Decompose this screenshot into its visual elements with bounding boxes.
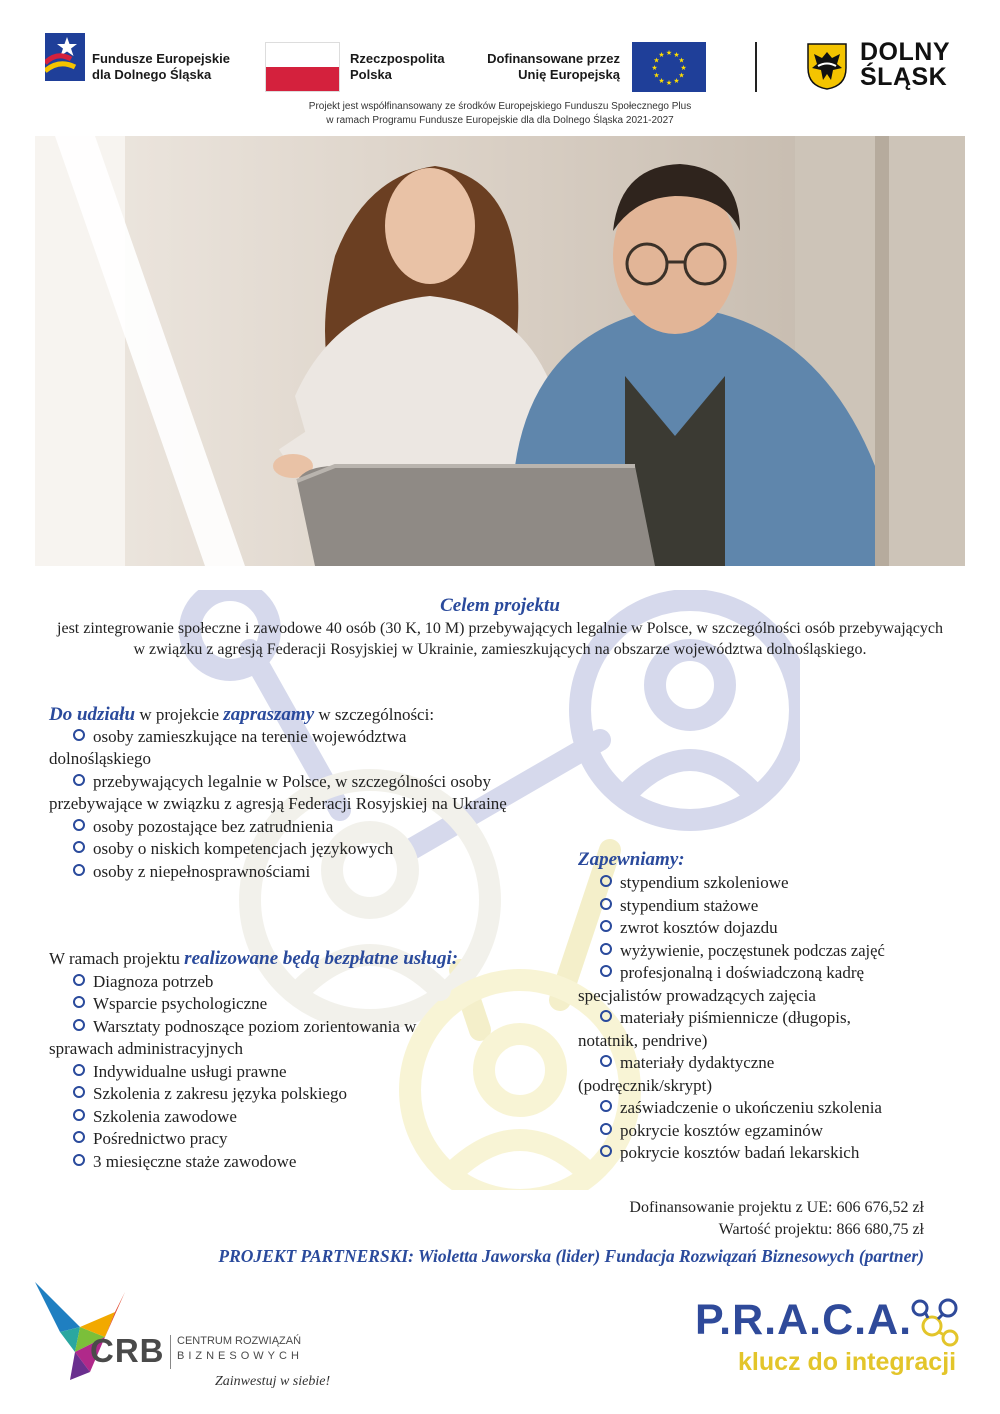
service-item-0: Diagnoza potrzeb (49, 971, 569, 994)
goal-text: jest zintegrowanie społeczne i zawodowe 40 osób (30 K, 10 M) przebywających legalnie w Polsce, w szczególności osób przebywających w związku z agresją Federacji Rosyjskiej w Ukrainie, zamieszkujących na obszarze województwa dolnośląskiego. (57, 620, 943, 658)
fe-line2: dla Dolnego Śląska (92, 67, 212, 82)
invite-item-2: osoby pozostające bez zatrudnienia (49, 816, 509, 839)
bullet-icon (600, 1010, 612, 1022)
svg-text:★: ★ (680, 64, 687, 72)
svg-text:★: ★ (665, 79, 673, 87)
goal-title: Celem projektu (440, 595, 560, 616)
header-divider (755, 42, 757, 92)
service-item-7: 3 miesięczne staże zawodowe (49, 1151, 569, 1174)
svg-text:★: ★ (658, 77, 665, 85)
invite-item-3: osoby o niskich kompetencjach językowych (49, 838, 509, 861)
service-item-3: Indywidualne usługi prawne (49, 1061, 569, 1084)
eu-line2: Unię Europejską (518, 67, 620, 82)
crb-abbr: CRB (90, 1332, 165, 1369)
eu-stars-icon (632, 42, 706, 92)
provide-item-9: pokrycie kosztów badań lekarskich (578, 1142, 973, 1165)
provide-title: Zapewniamy: (578, 849, 685, 870)
cofund-line1: Projekt jest współfinansowany ze środków Europejskiego Funduszu Społecznego Plus (308, 101, 692, 112)
rp-line2: Polska (350, 67, 392, 82)
fe-line1: Fundusze Europejskie (92, 51, 230, 66)
provide-item-3: wyżywienie, poczęstunek podczas zajęć (578, 940, 973, 963)
bullet-icon (600, 1145, 612, 1157)
bullet-icon (73, 1064, 85, 1076)
ds-line2: ŚLĄSK (860, 63, 948, 91)
invite-item-1: przebywających legalnie w Polsce, w szczególności osoby przebywające w związku z agresją Federacji Rosyjskiej na Ukrainę (49, 771, 507, 813)
partner-line: PROJEKT PARTNERSKI: Wioletta Jaworska (lider) Fundacja Rozwiązań Biznesowych (partner) (218, 1246, 924, 1266)
bullet-icon (73, 774, 85, 786)
svg-text:★: ★ (653, 56, 660, 65)
invite-lead (49, 704, 509, 727)
eagle-crest-icon (806, 42, 848, 90)
invite-mid: w projekcie (135, 705, 224, 724)
ds-line1: DOLNY (860, 38, 950, 66)
services-lead-text: W ramach projektu (49, 949, 185, 968)
service-item-6: Pośrednictwo pracy (49, 1128, 569, 1151)
svg-text:★: ★ (673, 51, 680, 59)
service-item-1: Wsparcie psychologiczne (49, 993, 569, 1016)
fe-logo-icon (45, 33, 85, 81)
bullet-icon (600, 1100, 612, 1112)
provide-item-6: materiały dydaktyczne (podręcznik/skrypt) (578, 1053, 775, 1095)
bullet-icon (73, 819, 85, 831)
provide-item-7: zaświadczenie o ukończeniu szkolenia (578, 1097, 973, 1120)
bullet-icon (600, 875, 612, 887)
invite-item-0: osoby zamieszkujące na terenie województwa dolnośląskiego (49, 726, 407, 768)
svg-text:★: ★ (678, 71, 685, 80)
fe-logo (45, 33, 85, 81)
cofund-line2: w ramach Programu Fundusze Europejskie dla dla Dolnego Śląska 2021-2027 (326, 115, 674, 126)
hero-photo-illustration (35, 136, 965, 566)
crb-name2: BIZNESOWYCH (177, 1350, 303, 1362)
rp-line1: Rzeczpospolita (350, 51, 445, 66)
provide-item-2: zwrot kosztów dojazdu (578, 917, 973, 940)
services-lead (49, 948, 569, 971)
bullet-icon (73, 864, 85, 876)
invite-end: w szczególności: (314, 705, 435, 724)
service-item-5: Szkolenia zawodowe (49, 1106, 569, 1129)
svg-text:★: ★ (658, 51, 665, 59)
bullet-icon (73, 1131, 85, 1143)
bullet-icon (600, 943, 612, 955)
bullet-icon (73, 841, 85, 853)
bullet-icon (600, 1123, 612, 1135)
svg-text:★: ★ (673, 77, 680, 85)
bullet-icon (600, 1055, 612, 1067)
praca-network-icon (910, 1298, 962, 1350)
bullet-icon (73, 1019, 85, 1031)
svg-text:★: ★ (678, 56, 685, 65)
invite-hl2: zapraszamy (223, 704, 315, 725)
bullet-icon (73, 1154, 85, 1166)
bullet-icon (73, 974, 85, 986)
provide-item-0: stypendium szkoleniowe (578, 872, 973, 895)
invite-item-4: osoby z niepełnosprawnościami (49, 861, 509, 884)
crb-name1: CENTRUM ROZWIĄZAŃ (177, 1335, 302, 1347)
eu-line1: Dofinansowane przez (487, 51, 620, 66)
ds-crest (806, 42, 848, 90)
services-lead-hl: realizowane będą bezpłatne usługi: (184, 948, 459, 969)
svg-text:★: ★ (665, 49, 673, 57)
crb-logo (35, 1282, 355, 1394)
provide-item-1: stypendium stażowe (578, 895, 973, 918)
bullet-icon (73, 1086, 85, 1098)
crb-slogan: Zainwestuj w siebie! (215, 1374, 331, 1389)
crb-divider (170, 1335, 171, 1369)
praca-logo (690, 1296, 970, 1386)
eu-flag (632, 42, 706, 92)
service-item-4: Szkolenia z zakresu języka polskiego (49, 1083, 569, 1106)
funding-eu: Dofinansowanie projektu z UE: 606 676,52 zł (629, 1199, 924, 1216)
service-item-2: Warsztaty podnoszące poziom zorientowania w sprawach administracyjnych (49, 1016, 417, 1058)
bullet-icon (600, 965, 612, 977)
bullet-icon (73, 1109, 85, 1121)
invite-hl1: Do udziału (49, 704, 136, 725)
funding-total: Wartość projektu: 866 680,75 zł (718, 1221, 924, 1238)
poland-flag (265, 42, 340, 92)
provide-item-5: materiały piśmiennicze (długopis, notatnik, pendrive) (578, 1008, 851, 1050)
provide-item-4: profesjonalną i doświadczoną kadrę specjalistów prowadzących zajęcia (578, 963, 865, 1005)
bullet-icon (73, 996, 85, 1008)
svg-text:★: ★ (653, 71, 660, 80)
hero-photo (35, 136, 965, 566)
provide-item-8: pokrycie kosztów egzaminów (578, 1120, 973, 1143)
svg-text:★: ★ (651, 64, 658, 72)
bullet-icon (73, 729, 85, 741)
bullet-icon (600, 920, 612, 932)
bullet-icon (600, 898, 612, 910)
praca-title: P.R.A.C.A. (695, 1296, 913, 1344)
praca-subtitle: klucz do integracji (738, 1348, 957, 1376)
